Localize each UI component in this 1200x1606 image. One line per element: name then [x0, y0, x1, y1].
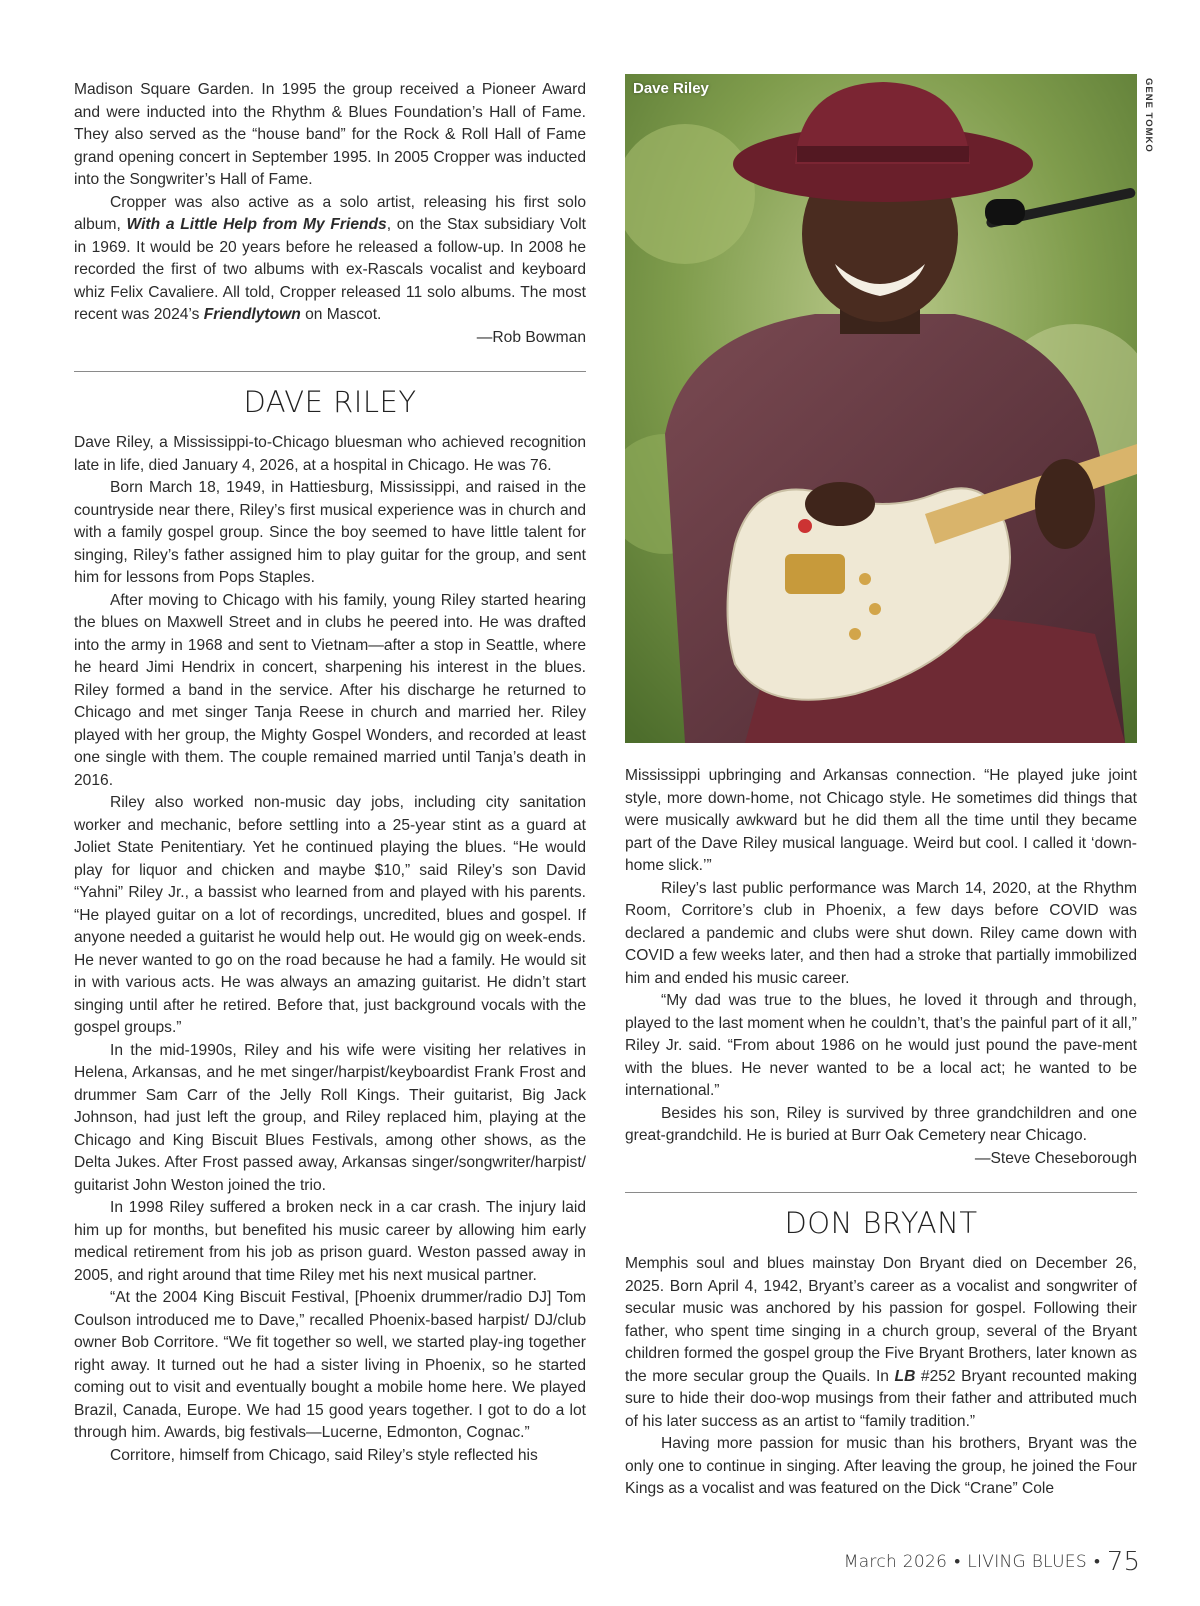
riley-paragraph: In 1998 Riley suffered a broken neck in a car crash. The injury laid him up for months, but benefited his music career by allowing him early medical retirement from his job as prison guard. Weston passed away in 2005, and right around that time Riley met his next musical partner. [74, 1199, 586, 1284]
section-headline: DAVE RILEY [243, 385, 417, 419]
right-column [625, 765, 1137, 1501]
riley-paragraph: Besides his son, Riley is survived by three grandchildren and one great-grandchild. He is buried at Burr Oak Cemetery near Chicago. [625, 1104, 1137, 1144]
section-headline: DON BRYANT [784, 1206, 978, 1240]
riley-paragraph: Riley also worked non-music day jobs, including city sanitation worker and mechanic, before settling into a 25-year stint as a guard at Joliet State Penitentiary. Yet he continued playing the blues. “He would play for liquor and chicken and maybe $10,” said Riley’s son David “Yahni” Riley Jr., a bassist who learned from and played with his parents. “He played guitar on a lot of recordings, uncredited, blues and gospel. If anyone needed a guitarist he would help out. He would gig on week-ends. He never wanted to go on the road because he had a family. He would sit in with various acts. He was always an amazing guitarist. He didn’t start singing until after he retired. Before that, just background vocals with the gospel groups.” [74, 794, 586, 1036]
page-number: 75 [1106, 1547, 1140, 1577]
riley-paragraph: Born March 18, 1949, in Hattiesburg, Mississippi, and raised in the countryside near there, Riley’s first musical experience was in church and with a family gospel group. Since the boy seemed to have little talent for singing, Riley’s father assigned him to play guitar for the group, and sent him for lessons from Pops Staples. [74, 479, 586, 586]
riley-paragraph: “At the 2004 King Biscuit Festival, [Phoenix drummer/radio DJ] Tom Coulson introduced me to Dave,” recalled Phoenix-based harpist/ DJ/club owner Bob Corritore. “We fit together so well, we started play-ing together right away. It turned out he had a sister living in Phoenix, so he started coming out to visit and eventually bought a mobile home here. We played Brazil, Canada, Europe. We had 15 good years together. I got to do a lot through him. Awards, big festivals—Lucerne, Edmonton, Cognac.” [74, 1289, 586, 1441]
issue-date: March 2026 [843, 1552, 948, 1572]
section-divider [74, 371, 586, 372]
photo-caption: Dave Riley [633, 80, 709, 97]
album-title: Friendlytown [203, 306, 301, 323]
photo-credit: GENE TOMKO [1143, 78, 1154, 153]
magazine-name: LIVING BLUES [967, 1552, 1087, 1572]
cropper-paragraph: Madison Square Garden. In 1995 the group received a Pioneer Award and were inducted into the Rhythm & Blues Foundation’s Hall of Fame. They also served as the “house band” for the Rock & Roll Hall of Fame grand opening concert in September 1995. In 2005 Cropper was inducted into the Songwriter’s Hall of Fame. [74, 81, 586, 188]
section-divider [625, 1192, 1137, 1193]
page-footer [844, 1547, 1140, 1577]
bryant-paragraph: Having more passion for music than his brothers, Bryant was the only one to continue in singing. After leaving the group, he joined the Four Kings as a vocalist and was featured on the Dick “Crane” Cole [625, 1435, 1137, 1497]
riley-paragraph: Mississippi upbringing and Arkansas connection. “He played juke joint style, more down-home, not Chicago style. He sometimes did things that were musically awkward but he did them all the time until they became part of the Dave Riley musical language. Weird but cool. I called it ‘down-home slick.’” [625, 767, 1137, 874]
cropper-solo-paragraph: Cropper was also active as a solo artist, releasing his first solo album, With a Little Help from My Friends, on the Stax subsidiary Volt in 1969. It would be 20 years before he released a follow-up. In 2008 he recorded the first of two albums with ex-Rascals vocalist and keyboard whiz Felix Cavaliere. All told, Cropper released 11 solo albums. The most recent was 2024’s Friendlytown on Mascot. [74, 193, 586, 323]
author-signature: —Rob Bowman [476, 328, 586, 346]
riley-paragraph: Riley’s last public performance was March 14, 2020, at the Rhythm Room, Corritore’s club in Phoenix, a few days before COVID was declared a pandemic and clubs were shut down. Riley came down with COVID a few weeks later, and then had a stroke that partially immobilized him and ended his music career. [625, 879, 1137, 987]
author-signature: —Steve Cheseborough [974, 1149, 1137, 1167]
riley-paragraph: Dave Riley, a Mississippi-to-Chicago bluesman who achieved recognition late in life, died January 4, 2026, at a hospital in Chicago. He was 76. [74, 434, 586, 474]
riley-paragraph: In the mid-1990s, Riley and his wife were visiting her relatives in Helena, Arkansas, and he met singer/harpist/keyboardist Frank Frost and drummer Sam Carr of the Jelly Roll Kings. Their guitarist, Big Jack Johnson, had just left the group, and Riley replaced him, playing at the Chicago and King Biscuit Blues Festivals, among other shows, as the Delta Jukes. After Frost passed away, Arkansas singer/songwriter/harpist/ guitarist John Weston joined the trio. [74, 1041, 586, 1194]
bullet-separator: • [1093, 1552, 1100, 1572]
bryant-paragraph: Memphis soul and blues mainstay Don Bryant died on December 26, 2025. Born April 4, 1942, Bryant’s career as a vocalist and songwriter of secular music was anchored by his passion for gospel. Following their father, who spent time singing in a church group, several of the Bryant children formed the gospel group the Five Bryant Brothers, later known as the more secular group the Quails. In LB #252 Bryant recounted making sure to hide their doo-wop musings from their father and attributed much of his later success as an artist to “family tradition.” [625, 1255, 1137, 1430]
photo-dave-riley [625, 74, 1137, 743]
left-column [74, 79, 586, 1467]
riley-paragraph: Corritore, himself from Chicago, said Riley’s style reflected his [110, 1446, 538, 1464]
bullet-separator: • [954, 1552, 961, 1572]
album-title: With a Little Help from My Friends [126, 216, 387, 233]
magazine-abbrev: LB [894, 1367, 916, 1385]
riley-paragraph: After moving to Chicago with his family, young Riley started hearing the blues on Maxwell Street and in clubs he peered into. He was drafted into the army in 1968 and sent to Vietnam—after a stop in Seattle, where he heard Jimi Hendrix in concert, sharpening his interest in the blues. Riley formed a band in the service. After his discharge he returned to Chicago and met singer Tanja Reese in church and married her. Riley played with her group, the Mighty Gospel Wonders, and recorded at least one single with them. The couple remained married until Tanja’s death in 2016. [74, 591, 586, 789]
riley-paragraph: “My dad was true to the blues, he loved it through and through, played to the last moment when he couldn’t, that’s the painful part of it all,” Riley Jr. said. “From about 1986 on he would just pound the pave-ment with the blues. He never wanted to be a local act; he wanted to be international.” [625, 992, 1138, 1099]
photo-illustration [625, 74, 1137, 743]
